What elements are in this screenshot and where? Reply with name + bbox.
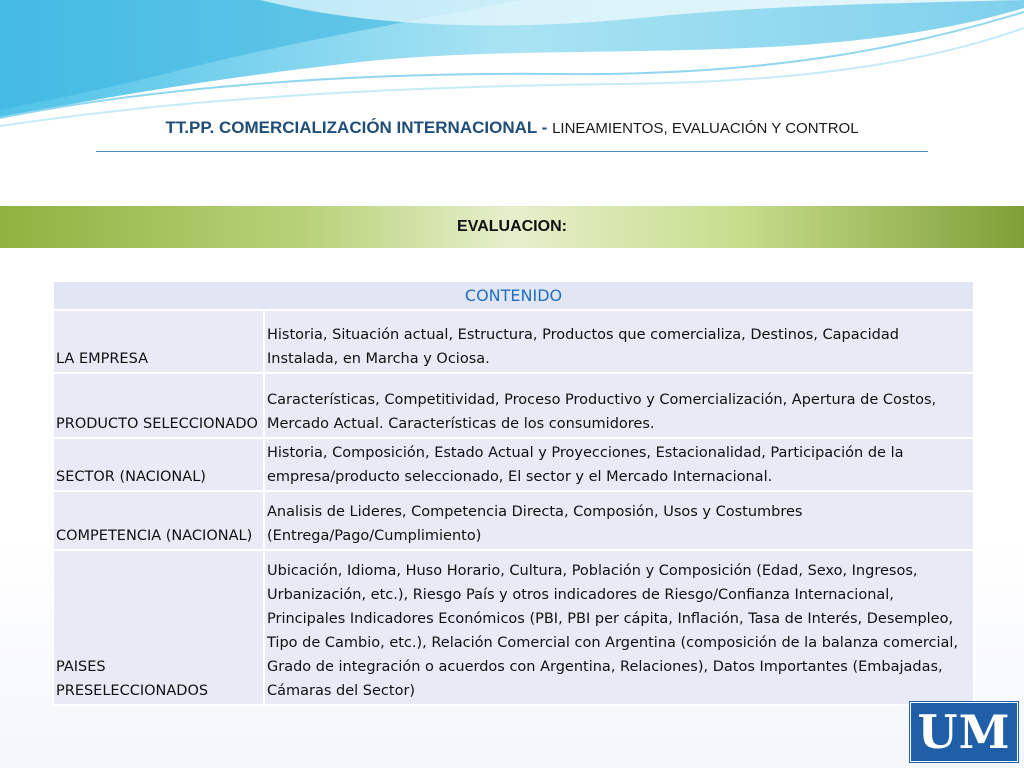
decorative-waves [0, 0, 1024, 130]
title-main: TT.PP. COMERCIALIZACIÓN INTERNACIONAL [165, 118, 537, 137]
row-label: COMPETENCIA (NACIONAL) [53, 491, 264, 550]
row-description: Analisis de Lideres, Competencia Directa, Composión, Usos y Costumbres (Entrega/Pago/Cumplimiento) [264, 491, 974, 550]
row-description: Historia, Composición, Estado Actual y Proyecciones, Estacionalidad, Participación de la empresa/producto seleccionado, El sector y el Mercado Internacional. [264, 438, 974, 491]
um-logo-text: UM [917, 705, 1011, 759]
slide-title [96, 118, 928, 138]
section-label: EVALUACION: [457, 218, 567, 235]
table-row [53, 438, 974, 491]
table-header: CONTENIDO [53, 281, 974, 310]
row-label: LA EMPRESA [53, 310, 264, 373]
row-label: PRODUCTO SELECCIONADO [53, 373, 264, 438]
row-label: SECTOR (NACIONAL) [53, 438, 264, 491]
title-separator: - [536, 118, 553, 137]
table-row [53, 310, 974, 373]
table-header-row [53, 281, 974, 310]
section-band [0, 206, 1024, 248]
title-subtitle: LINEAMIENTOS, EVALUACIÓN Y CONTROL [552, 120, 859, 137]
row-description: Ubicación, Idioma, Huso Horario, Cultura, Población y Composición (Edad, Sexo, Ingresos, Urbanización, etc.), Riesgo País y otros indicadores de Riesgo/Confianza Internacional, Principales Indicadores Económicos (PBI, PBI per cápita, Inflación, Tasa de Interés, Desempleo, Tipo de Cambio, etc.), Relación Comercial con Argentina (composición de la balanza comercial, Grado de integración o acuerdos con Argentina, Relaciones), Datos Importantes (Embajadas, Cámaras del Sector) [264, 550, 974, 705]
table-row [53, 550, 974, 705]
um-logo [910, 702, 1018, 762]
row-description: Historia, Situación actual, Estructura, Productos que comercializa, Destinos, Capacidad Instalada, en Marcha y Ociosa. [264, 310, 974, 373]
row-label: PAISES PRESELECCIONADOS [53, 550, 264, 705]
content-table [52, 280, 975, 706]
title-underline [96, 151, 928, 152]
table-row [53, 491, 974, 550]
row-description: Características, Competitividad, Proceso Productivo y Comercialización, Apertura de Costos, Mercado Actual. Características de los consumidores. [264, 373, 974, 438]
table-row [53, 373, 974, 438]
